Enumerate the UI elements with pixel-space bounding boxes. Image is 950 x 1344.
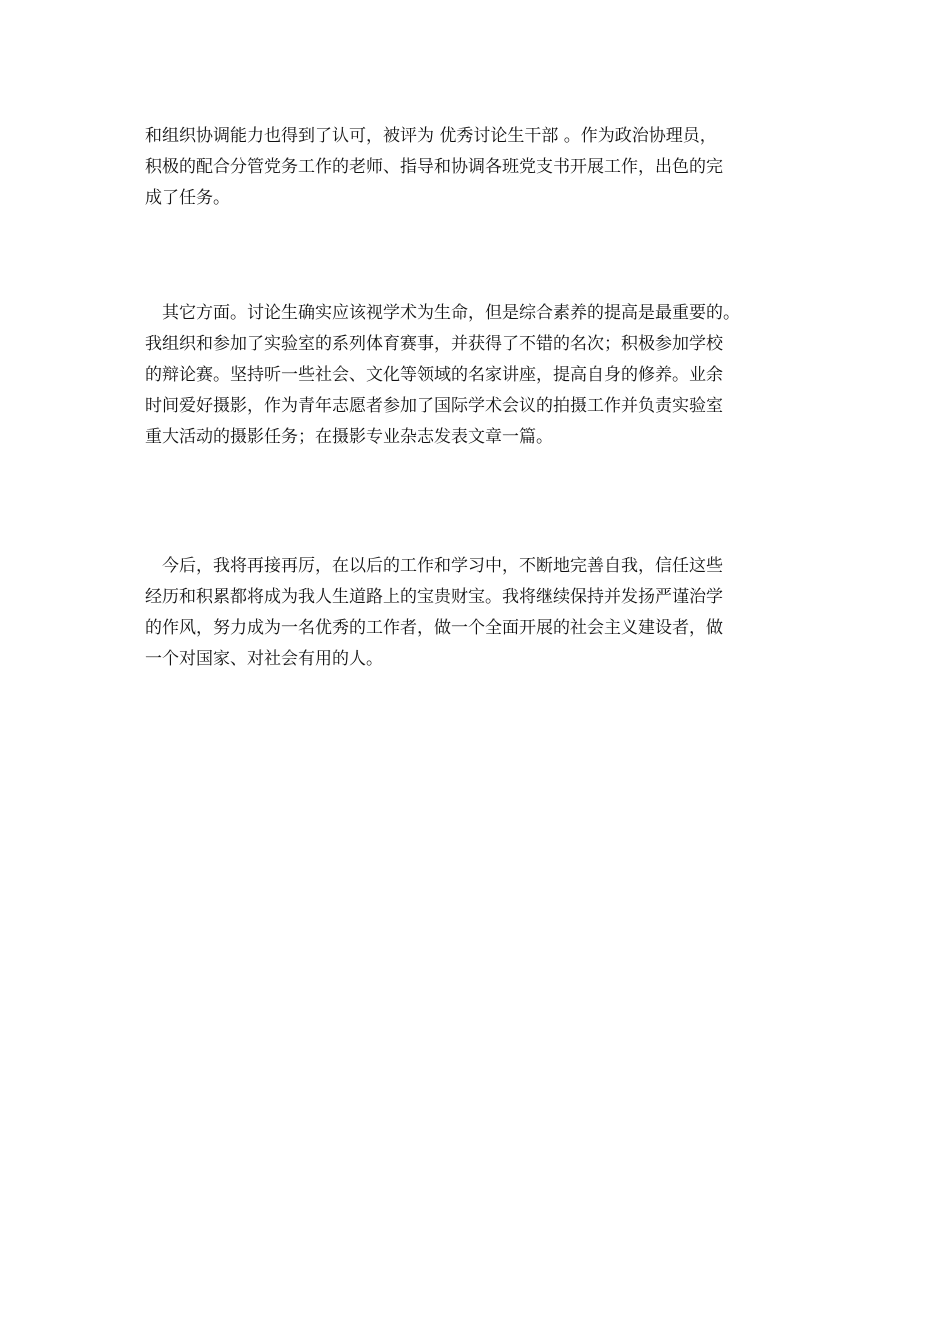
text-line: 经历和积累都将成为我人生道路上的宝贵财宝。我将继续保持并发扬严谨治学	[145, 587, 723, 607]
paragraph-student-cadre	[145, 121, 835, 214]
text-line: 其它方面。讨论生确实应该视学术为生命，但是综合素养的提高是最重要的。	[145, 303, 740, 323]
text-line: 我组织和参加了实验室的系列体育赛事，并获得了不错的名次；积极参加学校	[145, 334, 723, 354]
paragraph-future	[145, 551, 835, 675]
text-line: 的作风，努力成为一名优秀的工作者，做一个全面开展的社会主义建设者，做	[145, 618, 723, 638]
text-line: 时间爱好摄影，作为青年志愿者参加了国际学术会议的拍摄工作并负责实验室	[145, 396, 723, 416]
text-line: 今后，我将再接再厉，在以后的工作和学习中，不断地完善自我，信任这些	[145, 556, 723, 576]
text-line: 积极的配合分管党务工作的老师、指导和协调各班党支书开展工作，出色的完	[145, 157, 723, 177]
paragraph-other-aspects	[145, 298, 835, 453]
text-line: 重大活动的摄影任务；在摄影专业杂志发表文章一篇。	[145, 427, 553, 447]
text-line: 和组织协调能力也得到了认可，被评为 优秀讨论生干部 。作为政治协理员，	[145, 126, 717, 146]
text-line: 一个对国家、对社会有用的人。	[145, 649, 383, 669]
text-line: 成了任务。	[145, 188, 230, 208]
text-line: 的辩论赛。坚持听一些社会、文化等领域的名家讲座，提高自身的修养。业余	[145, 365, 723, 385]
